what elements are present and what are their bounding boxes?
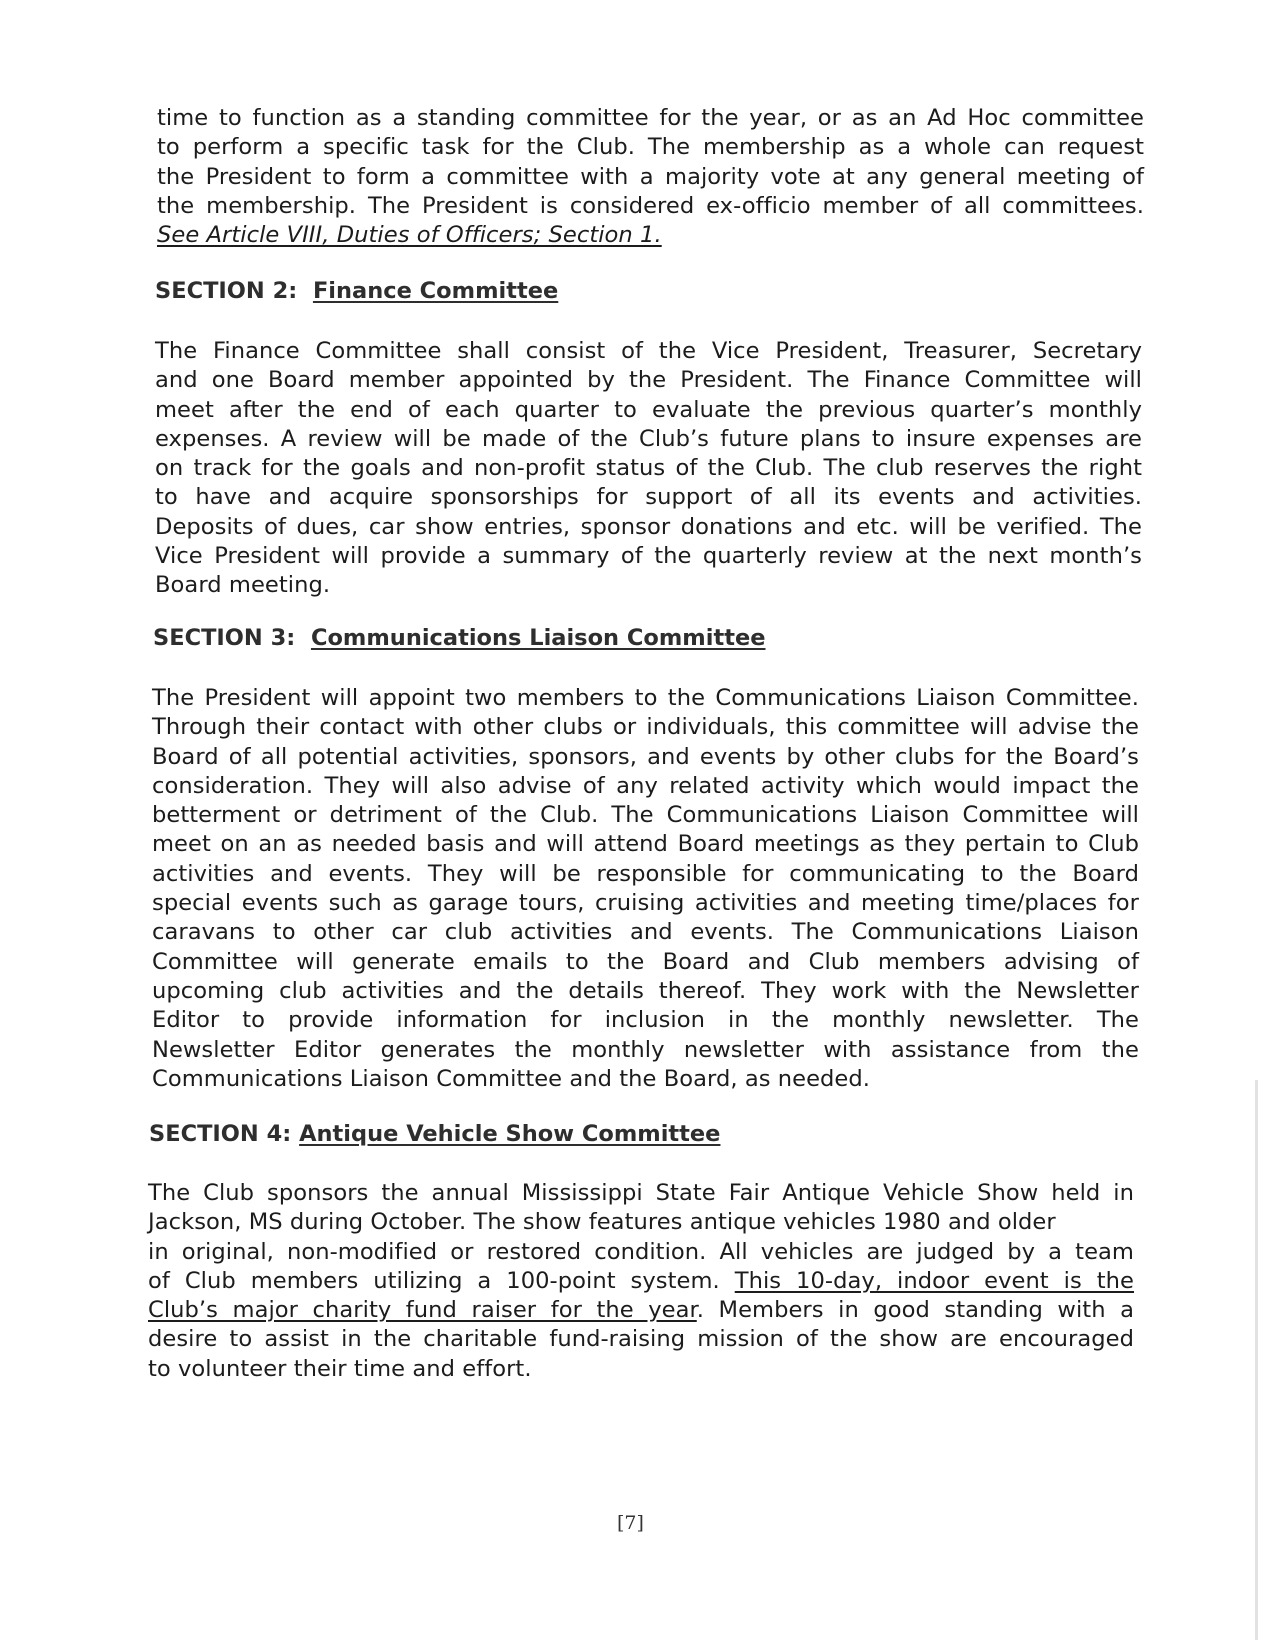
- text-line: and one Board member appointed by the President. The Finance Committee will: [155, 367, 1142, 394]
- text-line: Through their contact with other clubs or individuals, this committee will advise the: [152, 714, 1139, 741]
- text-line: [157, 221, 1144, 250]
- section-3-heading: [153, 625, 766, 651]
- text-line: the membership. The President is considered ex-officio member of all committees.: [157, 192, 1144, 219]
- text-line: to volunteer their time and effort.: [148, 1355, 532, 1382]
- text-line: meet after the end of each quarter to evaluate the previous quarter’s monthly: [155, 396, 1142, 423]
- text-line: to perform a specific task for the Club. The membership as a whole can request: [157, 134, 1144, 161]
- text-line: time to function as a standing committee for the year, or as an Ad Hoc committee: [157, 105, 1144, 131]
- text-line: desire to assist in the charitable fund-raising mission of the show are encouraged: [148, 1326, 1134, 1353]
- highlighted-statement: This 10-day, indoor event is the: [734, 1267, 1134, 1294]
- text-line: consideration. They will also advise of any related activity which would impact the: [152, 772, 1139, 799]
- text-line: Communications Liaison Committee and the Board, as needed.: [152, 1065, 871, 1092]
- text-line: special events such as garage tours, cruising activities and meeting time/places for: [152, 890, 1139, 917]
- text-line: The Club sponsors the annual Mississippi State Fair Antique Vehicle Show held in: [148, 1180, 1134, 1206]
- text-line: Newsletter Editor generates the monthly newsletter with assistance from the: [152, 1036, 1139, 1063]
- text-line: caravans to other car club activities and events. The Communications Liaison: [152, 919, 1139, 946]
- text-line: activities and events. They will be responsible for communicating to the Board: [152, 860, 1139, 887]
- text-line: Deposits of dues, car show entries, sponsor donations and etc. will be verified. The: [155, 513, 1142, 540]
- text-run: . Members in good standing with a: [696, 1297, 1134, 1324]
- highlighted-statement: Club’s major charity fund raiser for the year: [148, 1297, 697, 1324]
- text-line: betterment or detriment of the Club. The Communications Liaison Committee will: [152, 802, 1139, 829]
- text-line: The Finance Committee shall consist of the Vice President, Treasurer, Secretary: [155, 338, 1142, 364]
- article-reference: See Article VIII, Duties of Officers; Section 1.: [157, 222, 662, 249]
- scan-edge-shadow: [1255, 1080, 1258, 1640]
- text-line: [148, 1296, 1134, 1325]
- section-2-paragraph: [155, 337, 1142, 601]
- section-4-paragraph: [148, 1179, 1134, 1384]
- text-line: Committee will generate emails to the Board and Club members advising of: [152, 948, 1139, 975]
- section-4-heading: [149, 1121, 720, 1147]
- text-line: Board of all potential activities, sponsors, and events by other clubs for the Board’s: [152, 743, 1139, 770]
- intro-paragraph: [157, 104, 1144, 250]
- text-line: Board meeting.: [155, 572, 331, 599]
- text-line: Vice President will provide a summary of the quarterly review at the next month’s: [155, 543, 1142, 570]
- section-3-paragraph: [152, 684, 1139, 1094]
- text-line: meet on an as needed basis and will attend Board meetings as they pertain to Club: [152, 831, 1139, 858]
- section-label: SECTION 4:: [149, 1121, 292, 1147]
- text-line: to have and acquire sponsorships for support of all its events and activities.: [155, 484, 1142, 511]
- section-title: Communications Liaison Committee: [310, 625, 766, 651]
- text-line: on track for the goals and non-profit status of the Club. The club reserves the right: [155, 455, 1142, 482]
- page-number: [7]: [617, 1512, 644, 1534]
- section-2-heading: [155, 278, 558, 304]
- text-line: expenses. A review will be made of the Club’s future plans to insure expenses are: [155, 425, 1142, 452]
- text-line: in original, non-modified or restored condition. All vehicles are judged by a team: [148, 1238, 1134, 1265]
- text-line: The President will appoint two members to the Communications Liaison Committee.: [152, 685, 1139, 711]
- text-line: the President to form a committee with a majority vote at any general meeting of: [157, 163, 1144, 190]
- section-label: SECTION 3:: [153, 625, 296, 651]
- text-line: [148, 1267, 1134, 1296]
- text-line: upcoming club activities and the details thereof. They work with the Newsletter: [152, 977, 1139, 1004]
- section-title: Finance Committee: [312, 278, 559, 304]
- section-title: Antique Vehicle Show Committee: [299, 1121, 721, 1147]
- text-run: of Club members utilizing a 100-point system.: [148, 1267, 735, 1294]
- section-label: SECTION 2:: [155, 278, 298, 304]
- text-line: Editor to provide information for inclusion in the monthly newsletter. The: [152, 1007, 1139, 1034]
- text-line: Jackson, MS during October. The show features antique vehicles 1980 and older: [148, 1209, 1056, 1236]
